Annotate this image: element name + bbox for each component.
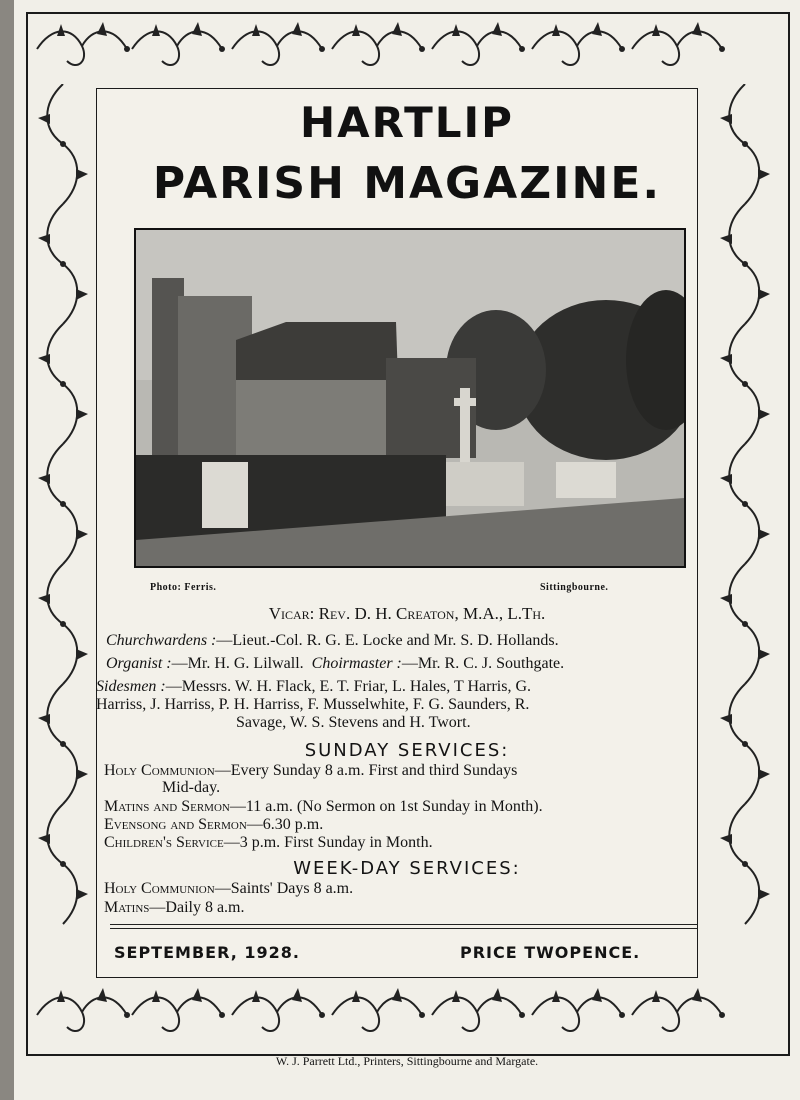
churchwardens-text: —Lieut.-Col. R. G. E. Locke and Mr. S. D. Hollands. bbox=[216, 632, 559, 649]
ornament-bottom-icon bbox=[32, 982, 782, 1048]
weekday-services-heading: WEEK-DAY SERVICES: bbox=[293, 858, 521, 879]
weekday-communion-line bbox=[104, 880, 353, 898]
photo-place: Sittingbourne. bbox=[540, 582, 609, 593]
sidesmen-text-1: —Messrs. W. H. Flack, E. T. Friar, L. Hales, T Harris, G. bbox=[165, 678, 532, 695]
weekday-matins-line bbox=[104, 899, 245, 917]
vicar-line: Vicar: Rev. D. H. Creaton, M.A., L.Th. bbox=[268, 604, 546, 623]
title-parish-magazine: PARISH MAGAZINE. bbox=[152, 158, 662, 209]
price: PRICE TWOPENCE. bbox=[460, 943, 641, 962]
childrens-service-text: —3 p.m. First Sunday in Month. bbox=[223, 834, 433, 851]
ornament-right-icon bbox=[714, 84, 776, 984]
church-photo bbox=[134, 228, 686, 568]
matins-sermon-line bbox=[104, 798, 543, 816]
weekday-matins-label: Matins bbox=[104, 899, 150, 916]
organist-line bbox=[106, 655, 564, 673]
matins-sermon-text: —11 a.m. (No Sermon on 1st Sunday in Month). bbox=[229, 798, 543, 815]
sidesmen-line-3: Savage, W. S. Stevens and H. Twort. bbox=[236, 714, 471, 731]
evensong-label: Evensong and Sermon bbox=[104, 816, 247, 833]
weekday-matins-text: —Daily 8 a.m. bbox=[149, 899, 245, 916]
holy-communion-label: Holy Communion bbox=[104, 762, 215, 779]
choirmaster-label: Choirmaster : bbox=[311, 655, 402, 672]
ornament-left-icon bbox=[32, 84, 94, 984]
footer-rule-bottom bbox=[110, 928, 698, 929]
sidesmen-line-2: Harriss, J. Harriss, P. H. Harriss, F. Musselwhite, F. G. Saunders, R. bbox=[96, 696, 530, 713]
childrens-service-line bbox=[104, 834, 433, 852]
organist-text: —Mr. H. G. Lilwall. bbox=[171, 655, 304, 672]
ornament-top-icon bbox=[32, 16, 782, 82]
holy-communion-text: —Every Sunday 8 a.m. First and third Sundays bbox=[214, 762, 518, 779]
holy-communion-line-2: Mid-day. bbox=[162, 779, 221, 796]
weekday-communion-label: Holy Communion bbox=[104, 880, 215, 897]
sidesmen-line-1 bbox=[96, 678, 531, 696]
organist-label: Organist : bbox=[106, 655, 172, 672]
issue-date: SEPTEMBER, 1928. bbox=[114, 943, 300, 962]
title-hartlip: HARTLIP bbox=[300, 98, 514, 147]
footer-rule-top bbox=[110, 924, 698, 925]
churchwardens-label: Churchwardens : bbox=[106, 632, 217, 649]
sidesmen-label: Sidesmen : bbox=[96, 678, 166, 695]
choirmaster-text: —Mr. R. C. J. Southgate. bbox=[401, 655, 565, 672]
holy-communion-line bbox=[104, 762, 517, 780]
churchwardens-line bbox=[106, 632, 559, 650]
photo-credit: Photo: Ferris. bbox=[150, 582, 217, 593]
childrens-service-label: Children's Service bbox=[104, 834, 224, 851]
magazine-cover bbox=[14, 0, 800, 1100]
printer-imprint: W. J. Parrett Ltd., Printers, Sittingbourne and Margate. bbox=[275, 1054, 539, 1068]
matins-sermon-label: Matins and Sermon bbox=[104, 798, 230, 815]
evensong-text: —6.30 p.m. bbox=[246, 816, 324, 833]
sunday-services-heading: SUNDAY SERVICES: bbox=[304, 740, 510, 761]
church-photo-illustration bbox=[136, 230, 684, 566]
weekday-communion-text: —Saints' Days 8 a.m. bbox=[214, 880, 354, 897]
evensong-line bbox=[104, 816, 323, 834]
